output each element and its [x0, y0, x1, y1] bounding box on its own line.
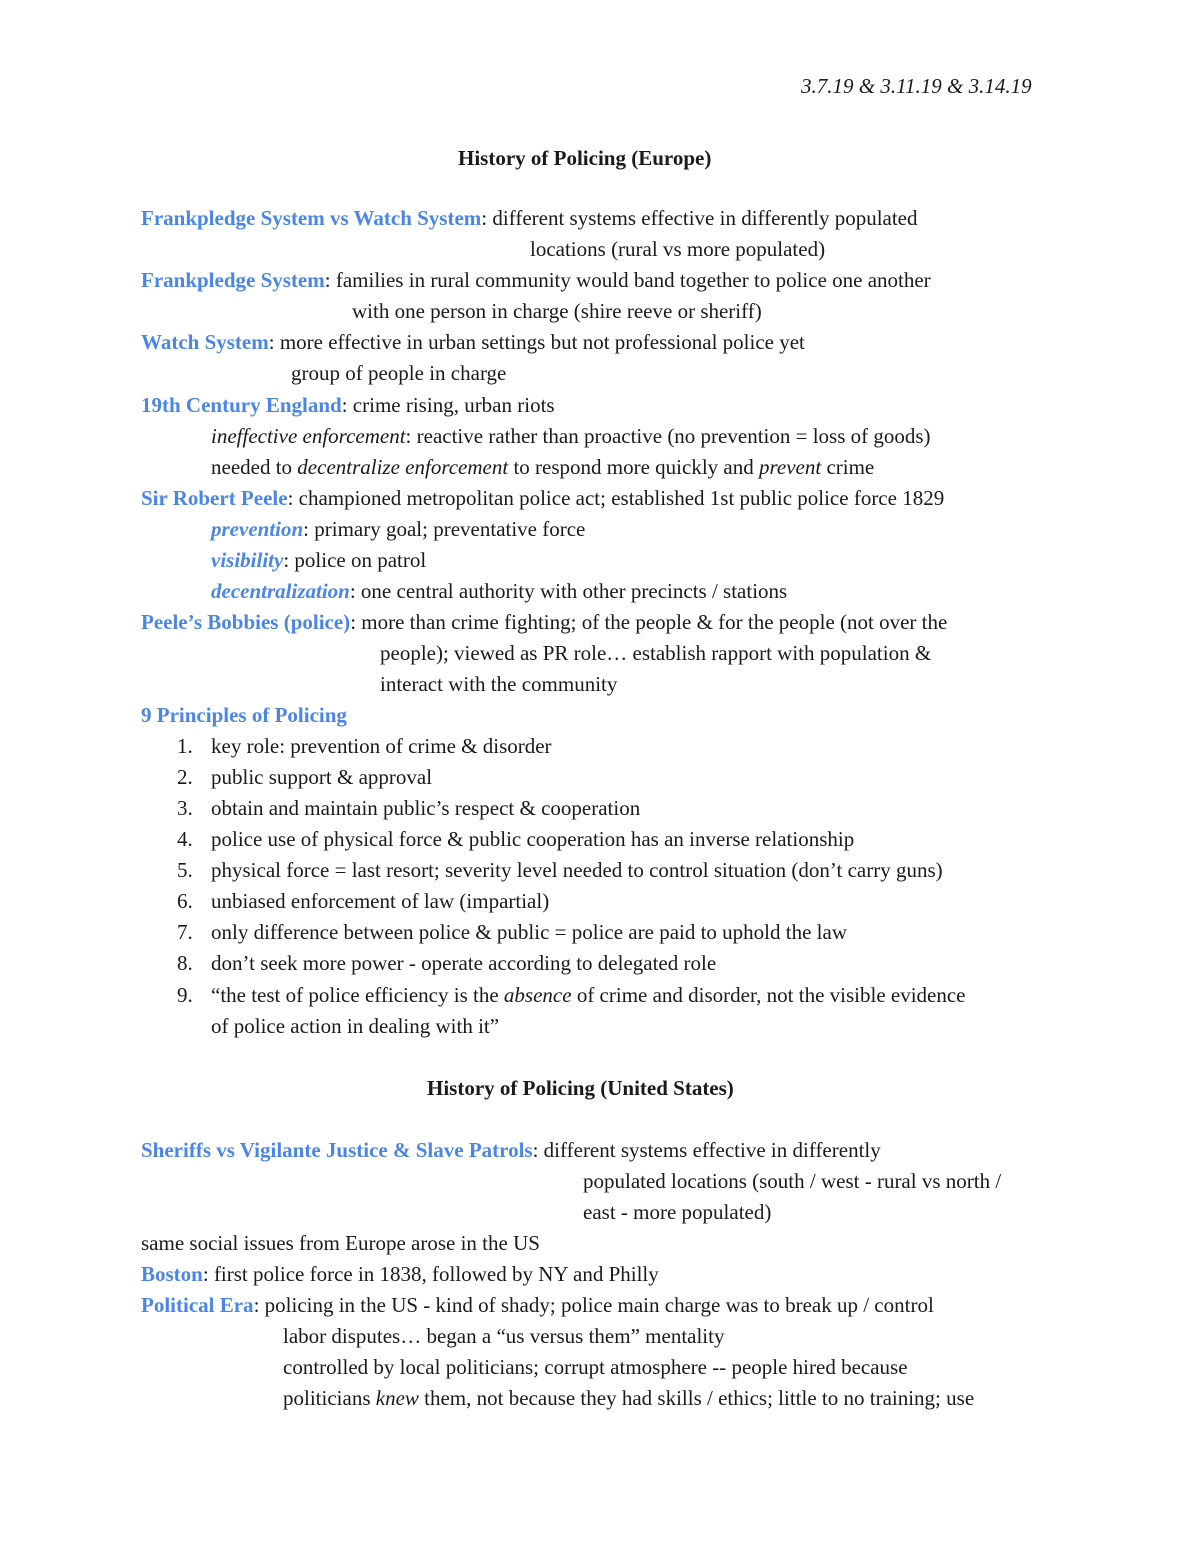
principle-item: obtain and maintain public’s respect & cooperation — [211, 796, 641, 820]
desc: : different systems effective in differently — [532, 1138, 881, 1162]
principle-item: police use of physical force & public cooperation has an inverse relationship — [211, 827, 855, 851]
list-number: 5. — [177, 858, 193, 882]
political-era-line-3: controlled by local politicians; corrupt atmosphere -- people hired because — [283, 1355, 908, 1379]
term: Political Era — [141, 1293, 254, 1317]
principle-item: unbiased enforcement of law (impartial) — [211, 889, 550, 913]
text: to respond more quickly and — [508, 455, 759, 479]
desc: : police on patrol — [283, 548, 427, 572]
political-era-line-2: labor disputes… began a “us versus them” mentality — [283, 1324, 725, 1348]
desc: : first police force in 1838, followed by NY and Philly — [202, 1262, 659, 1286]
political-era-line — [141, 1293, 934, 1317]
principle-item: don’t seek more power - operate according to delegated role — [211, 951, 717, 975]
emphasis: knew — [375, 1386, 419, 1410]
term: prevention — [211, 517, 304, 541]
desc: : more than crime fighting; of the people & for the people (not over the — [350, 610, 948, 634]
text: of crime and disorder, not the visible evidence — [571, 983, 966, 1007]
peele-line — [141, 486, 944, 510]
principle-item: physical force = last resort; severity level needed to control situation (don’t carry guns) — [211, 858, 943, 882]
watch-line-2: group of people in charge — [291, 361, 507, 385]
ineffective-enforcement-line — [211, 424, 931, 448]
term: ineffective enforcement — [211, 424, 406, 448]
sheriffs-line-3: east - more populated) — [583, 1200, 772, 1224]
term: Frankpledge System vs Watch System — [141, 206, 482, 230]
text: needed to — [211, 455, 298, 479]
term: 19th Century England — [141, 393, 342, 417]
bobbies-line — [141, 610, 947, 634]
term: Frankpledge System — [141, 268, 325, 292]
list-number: 3. — [177, 796, 193, 820]
principle-item: key role: prevention of crime & disorder — [211, 734, 552, 758]
text: crime — [821, 455, 875, 479]
term: visibility — [211, 548, 284, 572]
frankpledge-vs-watch-line-2: locations (rural vs more populated) — [530, 237, 826, 261]
desc: : more effective in urban settings but not professional police yet — [268, 330, 805, 354]
desc: : crime rising, urban riots — [341, 393, 555, 417]
desc: : championed metropolitan police act; established 1st public police force 1829 — [287, 486, 945, 510]
list-number: 8. — [177, 951, 193, 975]
century-19-line — [141, 393, 555, 417]
emphasis: prevent — [758, 455, 822, 479]
desc: : primary goal; preventative force — [303, 517, 586, 541]
visibility-line — [211, 548, 426, 572]
sheriffs-line-2: populated locations (south / west - rural vs north / — [583, 1169, 1002, 1193]
list-number: 2. — [177, 765, 193, 789]
term: Boston — [141, 1262, 203, 1286]
political-era-line-4 — [283, 1386, 974, 1410]
emphasis: absence — [503, 983, 572, 1007]
desc: : reactive rather than proactive (no prevention = loss of goods) — [405, 424, 931, 448]
list-number: 6. — [177, 889, 193, 913]
term: Sheriffs vs Vigilante Justice & Slave Patrols — [141, 1138, 533, 1162]
list-number: 4. — [177, 827, 193, 851]
principle-9-line — [211, 983, 966, 1007]
watch-line — [141, 330, 805, 354]
principle-9-line-2: of police action in dealing with it” — [211, 1014, 500, 1038]
text: “the test of police efficiency is the — [211, 983, 504, 1007]
boston-line — [141, 1262, 659, 1286]
frankpledge-line-2: with one person in charge (shire reeve or sheriff) — [352, 299, 762, 323]
text: politicians — [283, 1386, 376, 1410]
bobbies-line-3: interact with the community — [380, 672, 618, 696]
desc: : different systems effective in differently populated — [481, 206, 918, 230]
title-europe: History of Policing (Europe) — [458, 146, 712, 170]
term: Peele’s Bobbies (police) — [141, 610, 351, 634]
date-header: 3.7.19 & 3.11.19 & 3.14.19 — [801, 74, 1032, 98]
frankpledge-line — [141, 268, 931, 292]
prevention-line — [211, 517, 585, 541]
list-number: 7. — [177, 920, 193, 944]
emphasis: decentralize enforcement — [297, 455, 509, 479]
decentralization-line — [211, 579, 787, 603]
principles-heading: 9 Principles of Policing — [141, 703, 347, 727]
desc: : families in rural community would band together to police one another — [324, 268, 931, 292]
title-us: History of Policing (United States) — [427, 1076, 734, 1100]
term: decentralization — [211, 579, 350, 603]
desc: : one central authority with other precincts / stations — [349, 579, 788, 603]
frankpledge-vs-watch-line — [141, 206, 918, 230]
decentralize-line — [211, 455, 874, 479]
principle-item: public support & approval — [211, 765, 433, 789]
bobbies-line-2: people); viewed as PR role… establish rapport with population & — [380, 641, 932, 665]
list-number: 9. — [177, 983, 193, 1007]
term: Sir Robert Peele — [141, 486, 288, 510]
term: Watch System — [141, 330, 269, 354]
principle-item: only difference between police & public = police are paid to uphold the law — [211, 920, 847, 944]
text: them, not because they had skills / ethics; little to no training; use — [418, 1386, 975, 1410]
same-issues-line: same social issues from Europe arose in the US — [141, 1231, 540, 1255]
list-number: 1. — [177, 734, 193, 758]
desc: : policing in the US - kind of shady; police main charge was to break up / control — [253, 1293, 934, 1317]
sheriffs-line — [141, 1138, 881, 1162]
